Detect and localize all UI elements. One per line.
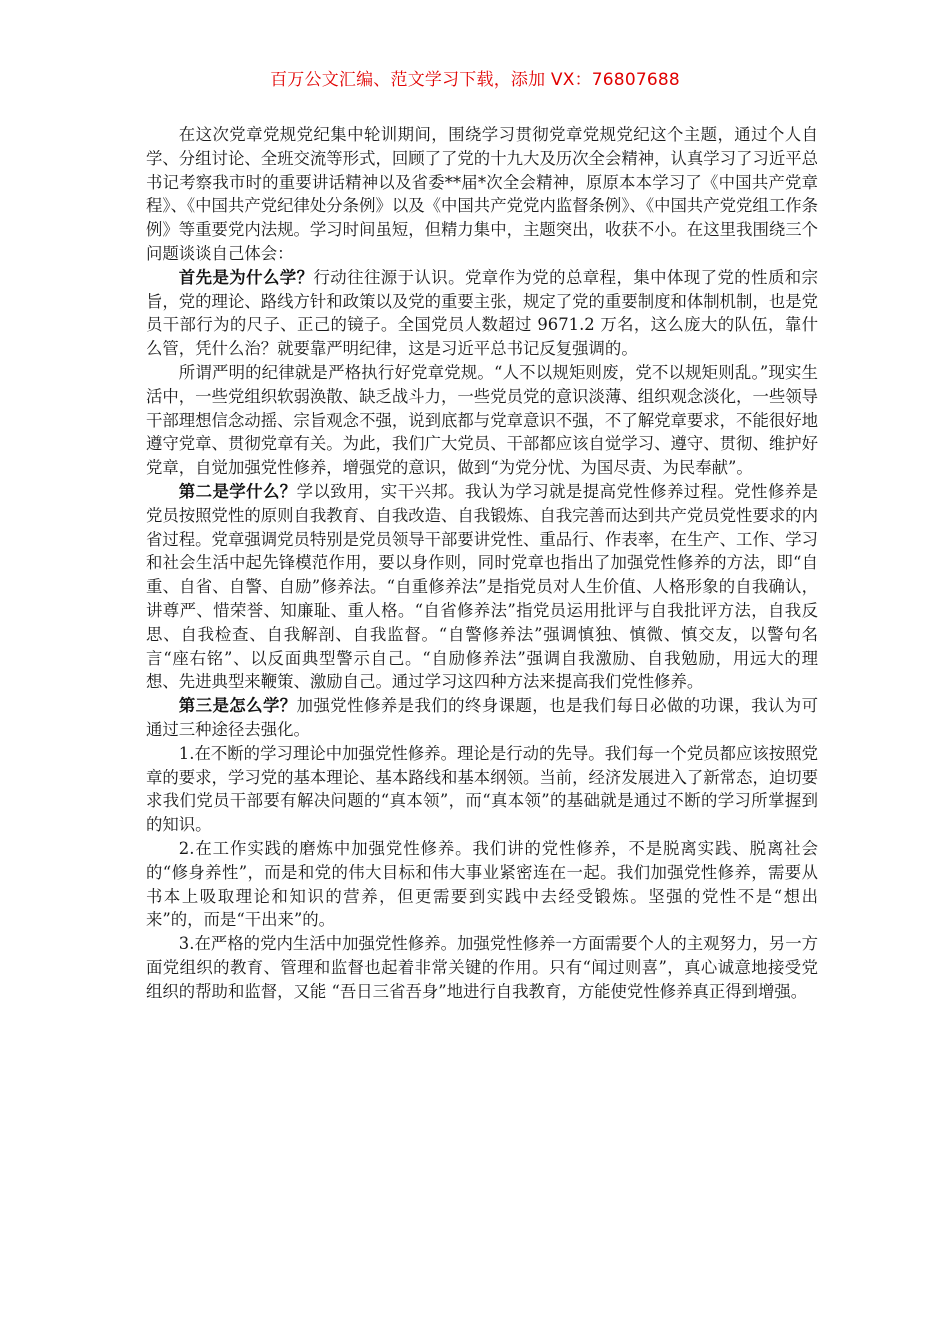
- paragraph-heading: 首先是为什么学？: [178, 267, 314, 287]
- paragraph-text: 行动往往源于认识。党章作为党的总章程，集中体现了党的性质和宗旨，党的理论、路线方针和政策以及党的重要主张，规定了党的重要制度和体制机制，也是党员干部行为的尺子、正己的镜子。全国党员人数超过 9671.2 万名，这么庞大的队伍，靠什么管，凭什么治？就要靠严明纪律，这是习近平总书记反复强调的。: [146, 267, 819, 359]
- paragraph-text: 学以致用，实干兴邦。我认为学习就是提高党性修养过程。党性修养是党员按照党性的原则自我教育、自我改造、自我锻炼、自我完善而达到共产党员党性要求的内省过程。党章强调党员特别是党员领导干部要讲党性、重品行、作表率，在生产、工作、学习和社会生活中起先锋模范作用，要以身作则，同时党章也指出了加强党性修养的方法，即“自重、自省、自警、自励”修养法。“自重修养法”是指党员对人生价值、人格形象的自我确认，讲尊严、惜荣誉、知廉耻、重人格。“自省修养法”指党员运用批评与自我批评方法，自我反思、自我检查、自我解剖、自我监督。“自警修养法”强调慎独、慎微、慎交友，以警句名言“座右铭”、以反面典型警示自己。“自励修养法”强调自我激励、自我勉励，用远大的理想、先进典型来鞭策、激励自己。通过学习这四种方法来提高我们党性修养。: [146, 481, 819, 692]
- paragraph-text: 2.在工作实践的磨炼中加强党性修养。我们讲的党性修养，不是脱离实践、脱离社会的“修身养性”，而是和党的伟大目标和伟大事业紧密连在一起。我们加强党性修养，需要从书本上吸取理论和知识的营养，但更需要到实践中去经受锻炼。坚强的党性不是“想出来”的，而是“干出来”的。: [146, 838, 818, 930]
- paragraph-heading: 第三是怎么学？: [178, 696, 297, 716]
- paragraph-discipline: [146, 361, 818, 480]
- header-banner: 百万公文汇编、范文学习下载，添加 VX：76807688: [270, 70, 680, 90]
- document-body: [146, 123, 818, 1003]
- paragraph-text: 在这次党章党规党纪集中轮训期间，围绕学习贯彻党章党规党纪这个主题，通过个人自学、分组讨论、全班交流等形式，回顾了了党的十九大及历次全会精神，认真学习了习近平总书记考察我市时的重要讲话精神以及省委**届*次全会精神，原原本本学习了《中国共产党章程》、《中国共产党纪律处分条例》以及《中国共产党党内监督条例》、《中国共产党党组工作条例》等重要党内法规。学习时间虽短，但精力集中，主题突出，收获不小。在这里我围绕三个问题谈谈自己体会：: [146, 125, 819, 263]
- paragraph-point-2: [146, 837, 818, 932]
- paragraph-what-study: [146, 480, 818, 694]
- paragraph-why-study: [146, 266, 818, 361]
- paragraph-text: 1.在不断的学习理论中加强党性修养。理论是行动的先导。我们每一个党员都应该按照党章的要求，学习党的基本理论、基本路线和基本纲领。当前，经济发展进入了新常态，迫切要求我们党员干部要有解决问题的“真本领”，而“真本领”的基础就是通过不断的学习所掌握到的知识。: [146, 743, 819, 835]
- paragraph-text: 所谓严明的纪律就是严格执行好党章党规。“人不以规矩则废，党不以规矩则乱。”现实生活中，一些党组织软弱涣散、缺乏战斗力，一些党员党的意识淡薄、组织观念淡化，一些领导干部理想信念动摇、宗旨观念不强，说到底都与党章意识不强，不了解党章要求，不能很好地遵守党章、贯彻党章有关。为此，我们广大党员、干部都应该自觉学习、遵守、贯彻、维护好党章，自觉加强党性修养，增强党的意识，做到“为党分忧、为国尽责、为民奉献”。: [146, 362, 819, 478]
- paragraph-text: 3.在严格的党内生活中加强党性修养。加强党性修养一方面需要个人的主观努力，另一方面党组织的教育、管理和监督也起着非常关键的作用。只有“闻过则喜”，真心诚意地接受党组织的帮助和监督，又能 “吾日三省吾身”地进行自我教育，方能使党性修养真正得到增强。: [146, 934, 818, 1001]
- paragraph-point-3: [146, 932, 818, 1003]
- paragraph-how-study: [146, 694, 818, 742]
- paragraph-text: 加强党性修养是我们的终身课题，也是我们每日必做的功课，我认为可通过三种途径去强化。: [146, 696, 819, 739]
- paragraph-point-1: [146, 742, 818, 837]
- paragraph-heading: 第二是学什么？: [178, 481, 297, 501]
- paragraph-intro: [146, 123, 818, 266]
